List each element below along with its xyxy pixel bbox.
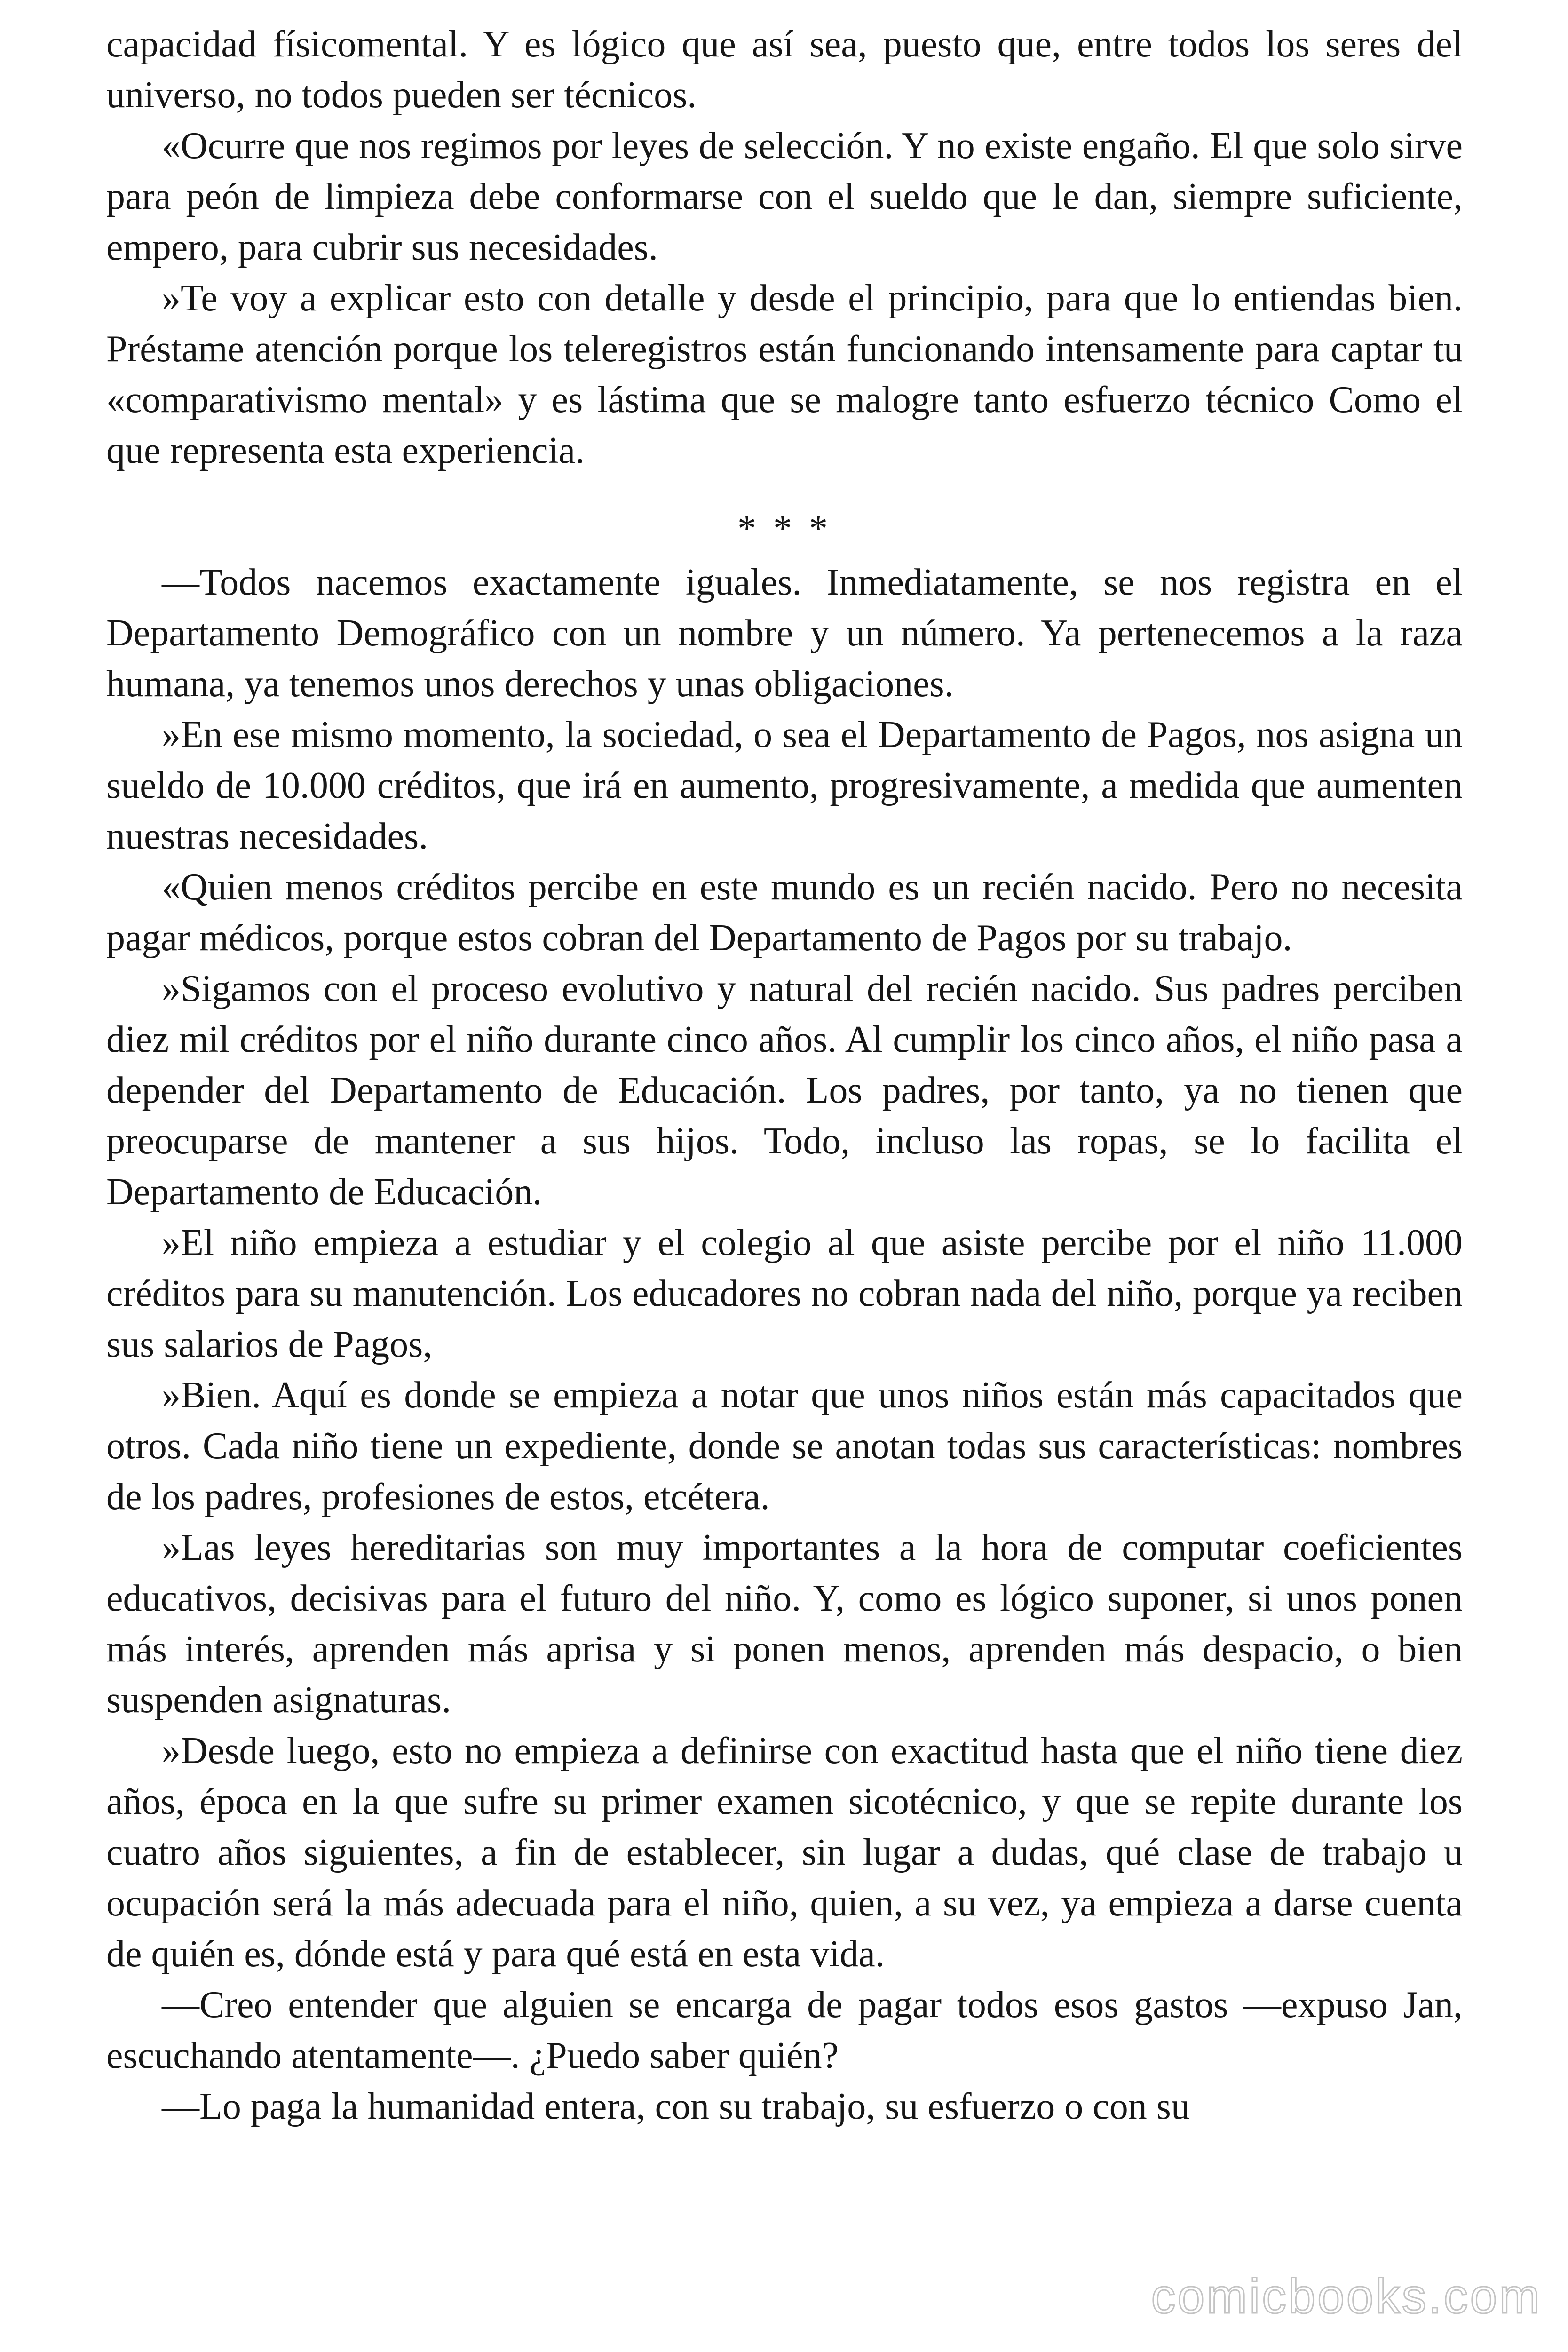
paragraph-12: —Creo entender que alguien se encarga de pagar todos esos gastos —expuso Jan, escuchando atentamente—. ¿Puedo saber quién? (106, 1984, 1463, 2076)
paragraph-2: «Ocurre que nos regimos por leyes de selección. Y no existe engaño. El que solo sirve para peón de limpieza debe conformarse con el sueldo que le dan, siempre suficiente, empero, para cubrir sus necesidades. (106, 125, 1463, 268)
paragraph-1: capacidad físicomental. Y es lógico que así sea, puesto que, entre todos los seres del universo, no todos pueden ser técnicos. (106, 24, 1463, 116)
section-separator: * * * (737, 508, 832, 549)
paragraph-3: »Te voy a explicar esto con detalle y desde el principio, para que lo entiendas bien. Préstame atención porque los teleregistros están funcionando intensamente para captar tu «comparativismo mental» y es lástima que se malogre tanto esfuerzo técnico Como el que representa esta experiencia. (106, 278, 1463, 471)
paragraph-10: »Las leyes hereditarias son muy importantes a la hora de computar coeficientes educativos, decisivas para el futuro del niño. Y, como es lógico suponer, si unos ponen más interés, aprenden más aprisa y si ponen menos, aprenden más despacio, o bien suspenden asignaturas. (106, 1527, 1463, 1721)
paragraph-11: »Desde luego, esto no empieza a definirse con exactitud hasta que el niño tiene diez años, época en la que sufre su primer examen sicotécnico, y que se repite durante los cuatro años siguientes, a fin de establecer, sin lugar a dudas, qué clase de trabajo u ocupación será la más adecuada para el niño, quien, a su vez, ya empieza a darse cuenta de quién es, dónde está y para qué está en esta vida. (106, 1730, 1463, 1975)
paragraph-5: »En ese mismo momento, la sociedad, o sea el Departamento de Pagos, nos asigna un sueldo de 10.000 créditos, que irá en aumento, progresivamente, a medida que aumenten nuestras necesidades. (106, 714, 1463, 857)
watermark: comicbooks.com (1151, 2269, 1542, 2324)
paragraph-8: »El niño empieza a estudiar y el colegio al que asiste percibe por el niño 11.000 créditos para su manutención. Los educadores no cobran nada del niño, porque ya reciben sus salarios de Pagos, (106, 1222, 1463, 1365)
paragraph-4: —Todos nacemos exactamente iguales. Inmediatamente, se nos registra en el Departamento Demográfico con un nombre y un número. Ya pertenecemos a la raza humana, ya tenemos unos derechos y unas obligaciones. (106, 562, 1463, 705)
paragraph-9: »Bien. Aquí es donde se empieza a notar que unos niños están más capacitados que otros. Cada niño tiene un expediente, donde se anotan todas sus características: nombres de los padres, profesiones de estos, etcétera. (106, 1375, 1463, 1518)
paragraph-7: »Sigamos con el proceso evolutivo y natural del recién nacido. Sus padres perciben diez mil créditos por el niño durante cinco años. Al cumplir los cinco años, el niño pasa a depender del Departamento de Educación. Los padres, por tanto, ya no tienen que preocuparse de mantener a sus hijos. Todo, incluso las ropas, se lo facilita el Departamento de Educación. (106, 968, 1463, 1213)
paragraph-13: —Lo paga la humanidad entera, con su trabajo, su esfuerzo o con su (162, 2086, 1190, 2127)
paragraph-6: «Quien menos créditos percibe en este mundo es un recién nacido. Pero no necesita pagar médicos, porque estos cobran del Departamento de Pagos por su trabajo. (106, 866, 1463, 959)
document-page (106, 19, 1463, 2132)
